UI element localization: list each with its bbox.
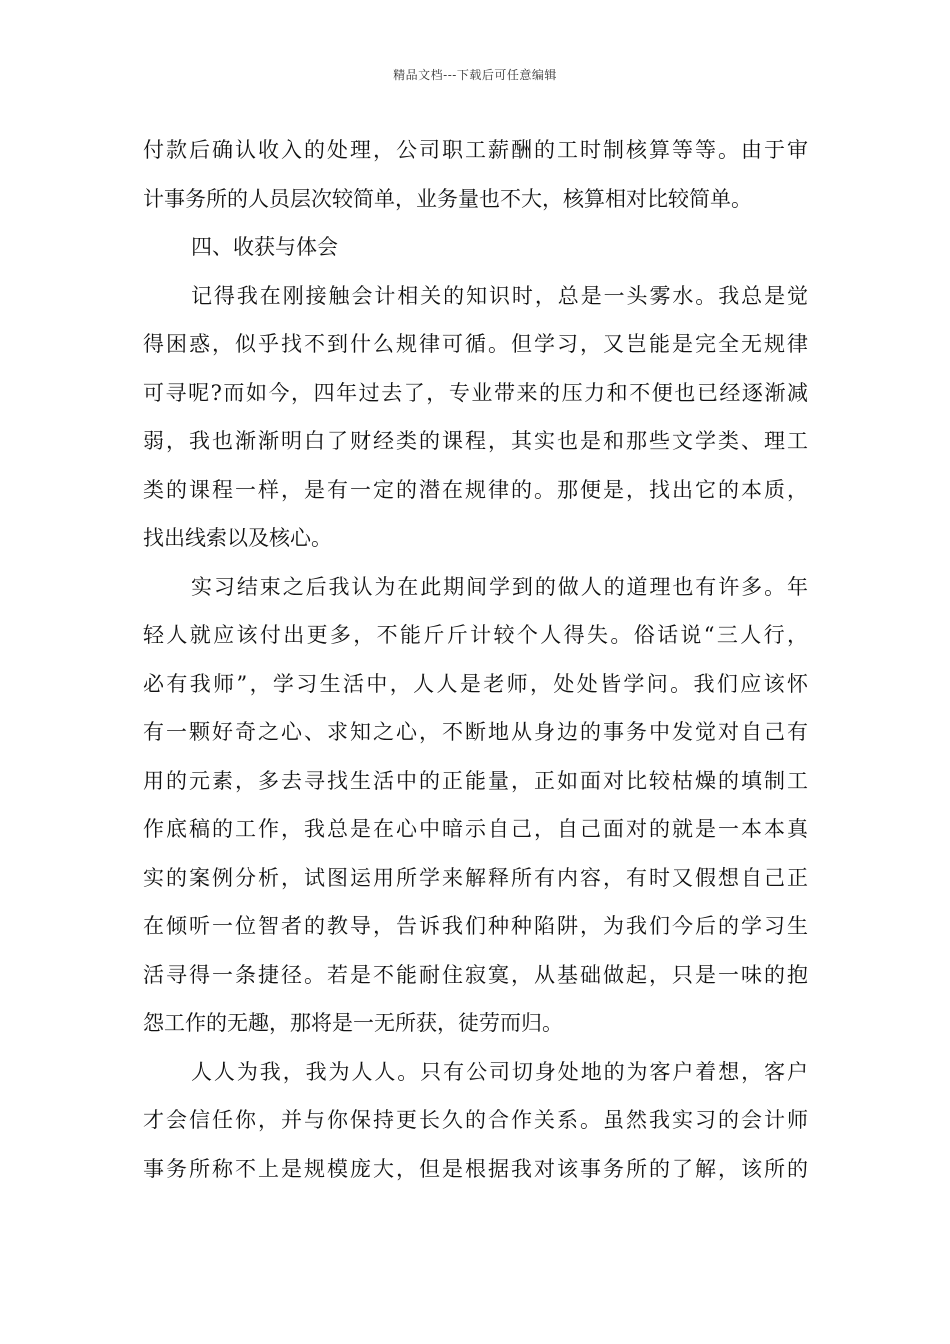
text-line: 怨工作的无趣，那将是一无所获，徒劳而归。 xyxy=(143,1011,563,1035)
text-line: 付款后确认收入的处理，公司职工薪酬的工时制核算等等。由于审 xyxy=(143,138,808,162)
text-line: 才会信任你，并与你保持更长久的合作关系。虽然我实习的会计师 xyxy=(143,1108,808,1132)
text-line: 类的课程一样，是有一定的潜在规律的。那便是，找出它的本质， xyxy=(143,477,808,502)
text-line: 实的案例分析，试图运用所学来解释所有内容，有时又假想自己正 xyxy=(143,865,808,890)
text-line: 找出线索以及核心。 xyxy=(143,526,332,550)
text-line: 人人为我，我为人人。只有公司切身处地的为客户着想，客户 xyxy=(191,1059,808,1084)
text-line: 计事务所的人员层次较简单，业务量也不大，核算相对比较简单。 xyxy=(143,186,752,211)
page-header: 精品文档---下载后可任意编辑 xyxy=(393,68,557,82)
text-line: 得困惑，似乎找不到什么规律可循。但学习，又岂能是完全无规律 xyxy=(143,332,808,356)
text-line: 实习结束之后我认为在此期间学到的做人的道理也有许多。年 xyxy=(191,574,808,599)
section-heading: 四、收获与体会 xyxy=(191,235,338,259)
text-line: 轻人就应该付出更多，不能斤斤计较个人得失。俗话说“三人行， xyxy=(143,623,808,647)
text-line: 记得我在刚接触会计相关的知识时，总是一头雾水。我总是觉 xyxy=(191,283,808,308)
text-line: 有一颗好奇之心、求知之心，不断地从身边的事务中发觉对自己有 xyxy=(143,720,808,744)
text-line: 必有我师”，学习生活中，人人是老师，处处皆学问。我们应该怀 xyxy=(143,671,808,696)
text-line: 弱，我也渐渐明白了财经类的课程，其实也是和那些文学类、理工 xyxy=(143,429,808,453)
text-line: 用的元素，多去寻找生活中的正能量，正如面对比较枯燥的填制工 xyxy=(143,768,808,793)
text-line: 在倾听一位智者的教导，告诉我们种种陷阱，为我们今后的学习生 xyxy=(143,914,808,938)
text-line: 作底稿的工作，我总是在心中暗示自己，自己面对的就是一本本真 xyxy=(143,817,808,841)
document-body xyxy=(143,126,808,1193)
text-line: 可寻呢?而如今，四年过去了，专业带来的压力和不便也已经逐渐减 xyxy=(143,380,808,405)
text-line: 事务所称不上是规模庞大，但是根据我对该事务所的了解，该所的 xyxy=(143,1156,808,1181)
text-line: 活寻得一条捷径。若是不能耐住寂寞，从基础做起，只是一味的抱 xyxy=(143,962,808,987)
